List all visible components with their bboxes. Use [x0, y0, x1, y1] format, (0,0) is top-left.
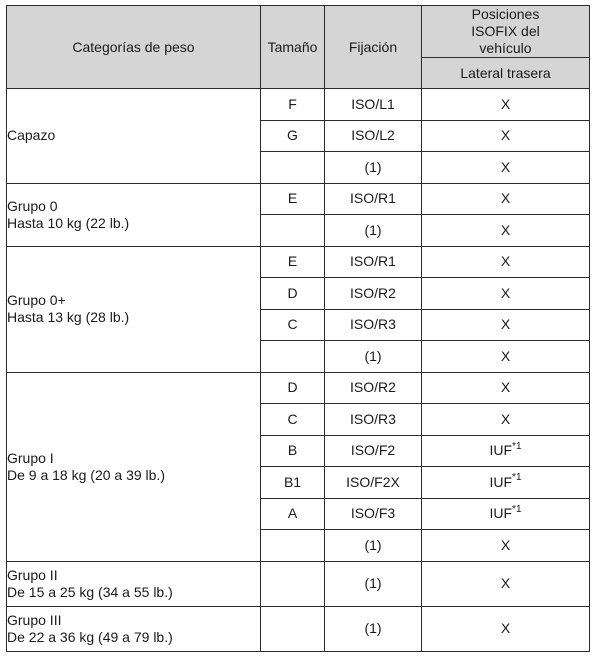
position-value: X [500, 95, 511, 112]
table-row [7, 606, 590, 651]
fixture-cell: ISO/R3 [325, 404, 422, 436]
position-value: IUF [489, 505, 513, 522]
fixture-cell: (1) [325, 561, 422, 606]
fixture-cell: ISO/F3 [325, 498, 422, 530]
weight-category-cell [7, 606, 261, 651]
size-cell [261, 215, 325, 247]
weight-category-name: Grupo 0+ [7, 292, 66, 308]
weight-category-range: De 15 a 25 kg (34 a 55 lb.) [7, 583, 173, 600]
size-cell [261, 341, 325, 373]
weight-category-cell [7, 561, 261, 606]
rear-outboard-cell [422, 120, 590, 152]
size-cell: B [261, 435, 325, 467]
fixture-cell: ISO/R2 [325, 372, 422, 404]
fixture-cell: ISO/L1 [325, 89, 422, 121]
rear-outboard-cell [422, 89, 590, 121]
rear-outboard-cell [422, 606, 590, 651]
table-row [7, 89, 590, 121]
size-cell: C [261, 309, 325, 341]
fixture-cell: (1) [325, 606, 422, 651]
position-value: X [500, 316, 511, 333]
header-size: Tamaño [261, 6, 325, 89]
weight-category-range: Hasta 13 kg (28 lb.) [7, 309, 130, 325]
rear-outboard-cell [422, 246, 590, 278]
size-cell [261, 606, 325, 651]
rear-outboard-cell [422, 372, 590, 404]
footnote-marker: *1 [512, 472, 522, 484]
fixture-cell: (1) [325, 215, 422, 247]
fixture-cell: ISO/R3 [325, 309, 422, 341]
header-weight-categories: Categorías de peso [7, 6, 261, 89]
rear-outboard-cell [422, 435, 590, 467]
table-row [7, 183, 590, 215]
position-value: X [500, 379, 511, 396]
position-value: X [500, 221, 511, 238]
fixture-cell: ISO/R1 [325, 183, 422, 215]
position-value: X [500, 410, 511, 427]
fixture-cell: ISO/L2 [325, 120, 422, 152]
weight-category-range: De 9 a 18 kg (20 a 39 lb.) [7, 466, 165, 483]
position-value: X [500, 284, 511, 301]
position-value: IUF [489, 473, 513, 490]
header-isofix-positions: Posiciones ISOFIX del vehículo [422, 6, 590, 58]
position-value: X [500, 190, 511, 207]
weight-category-range: Hasta 10 kg (22 lb.) [7, 214, 130, 231]
size-cell: D [261, 372, 325, 404]
rear-outboard-cell [422, 183, 590, 215]
size-cell: B1 [261, 467, 325, 499]
position-value: IUF [489, 442, 513, 459]
rear-outboard-cell [422, 278, 590, 310]
fixture-cell: (1) [325, 152, 422, 184]
size-cell [261, 152, 325, 184]
size-cell [261, 561, 325, 606]
position-value: X [500, 158, 511, 175]
position-value: X [500, 620, 511, 636]
weight-category-cell [7, 183, 261, 246]
rear-outboard-cell [422, 309, 590, 341]
weight-category-name: Grupo I [7, 449, 54, 466]
fixture-cell: ISO/R2 [325, 278, 422, 310]
weight-category-name: Grupo II [7, 566, 58, 583]
position-value: X [500, 575, 511, 591]
header-fixture: Fijación [325, 6, 422, 89]
weight-category-cell [7, 89, 261, 184]
position-value: X [500, 536, 511, 553]
weight-category-range: De 22 a 36 kg (49 a 79 lb.) [7, 628, 173, 645]
weight-category-name: Grupo III [7, 611, 62, 628]
rear-outboard-cell [422, 467, 590, 499]
rear-outboard-cell [422, 341, 590, 373]
position-value: X [500, 347, 511, 364]
size-cell: C [261, 404, 325, 436]
size-cell: E [261, 183, 325, 215]
table-row [7, 561, 590, 606]
isofix-compatibility-table [6, 5, 590, 652]
table-header [7, 6, 590, 89]
fixture-cell: (1) [325, 341, 422, 373]
size-cell: G [261, 120, 325, 152]
weight-category-cell [7, 372, 261, 561]
position-value: X [500, 127, 511, 144]
header-rear-outboard: Lateral trasera [422, 58, 590, 89]
weight-category-name: Grupo 0 [7, 197, 58, 214]
rear-outboard-cell [422, 561, 590, 606]
footnote-marker: *1 [512, 503, 522, 515]
footnote-marker: *1 [512, 440, 522, 452]
rear-outboard-cell [422, 530, 590, 562]
table-row [7, 372, 590, 404]
size-cell: A [261, 498, 325, 530]
weight-category-cell [7, 246, 261, 372]
weight-category-name: Capazo [7, 127, 56, 144]
table-row [7, 246, 590, 278]
fixture-cell: ISO/F2X [325, 467, 422, 499]
size-cell: E [261, 246, 325, 278]
rear-outboard-cell [422, 498, 590, 530]
fixture-cell: (1) [325, 530, 422, 562]
table-body [7, 89, 590, 652]
fixture-cell: ISO/R1 [325, 246, 422, 278]
rear-outboard-cell [422, 404, 590, 436]
fixture-cell: ISO/F2 [325, 435, 422, 467]
size-cell: F [261, 89, 325, 121]
size-cell: D [261, 278, 325, 310]
rear-outboard-cell [422, 215, 590, 247]
size-cell [261, 530, 325, 562]
position-value: X [500, 253, 511, 270]
rear-outboard-cell [422, 152, 590, 184]
